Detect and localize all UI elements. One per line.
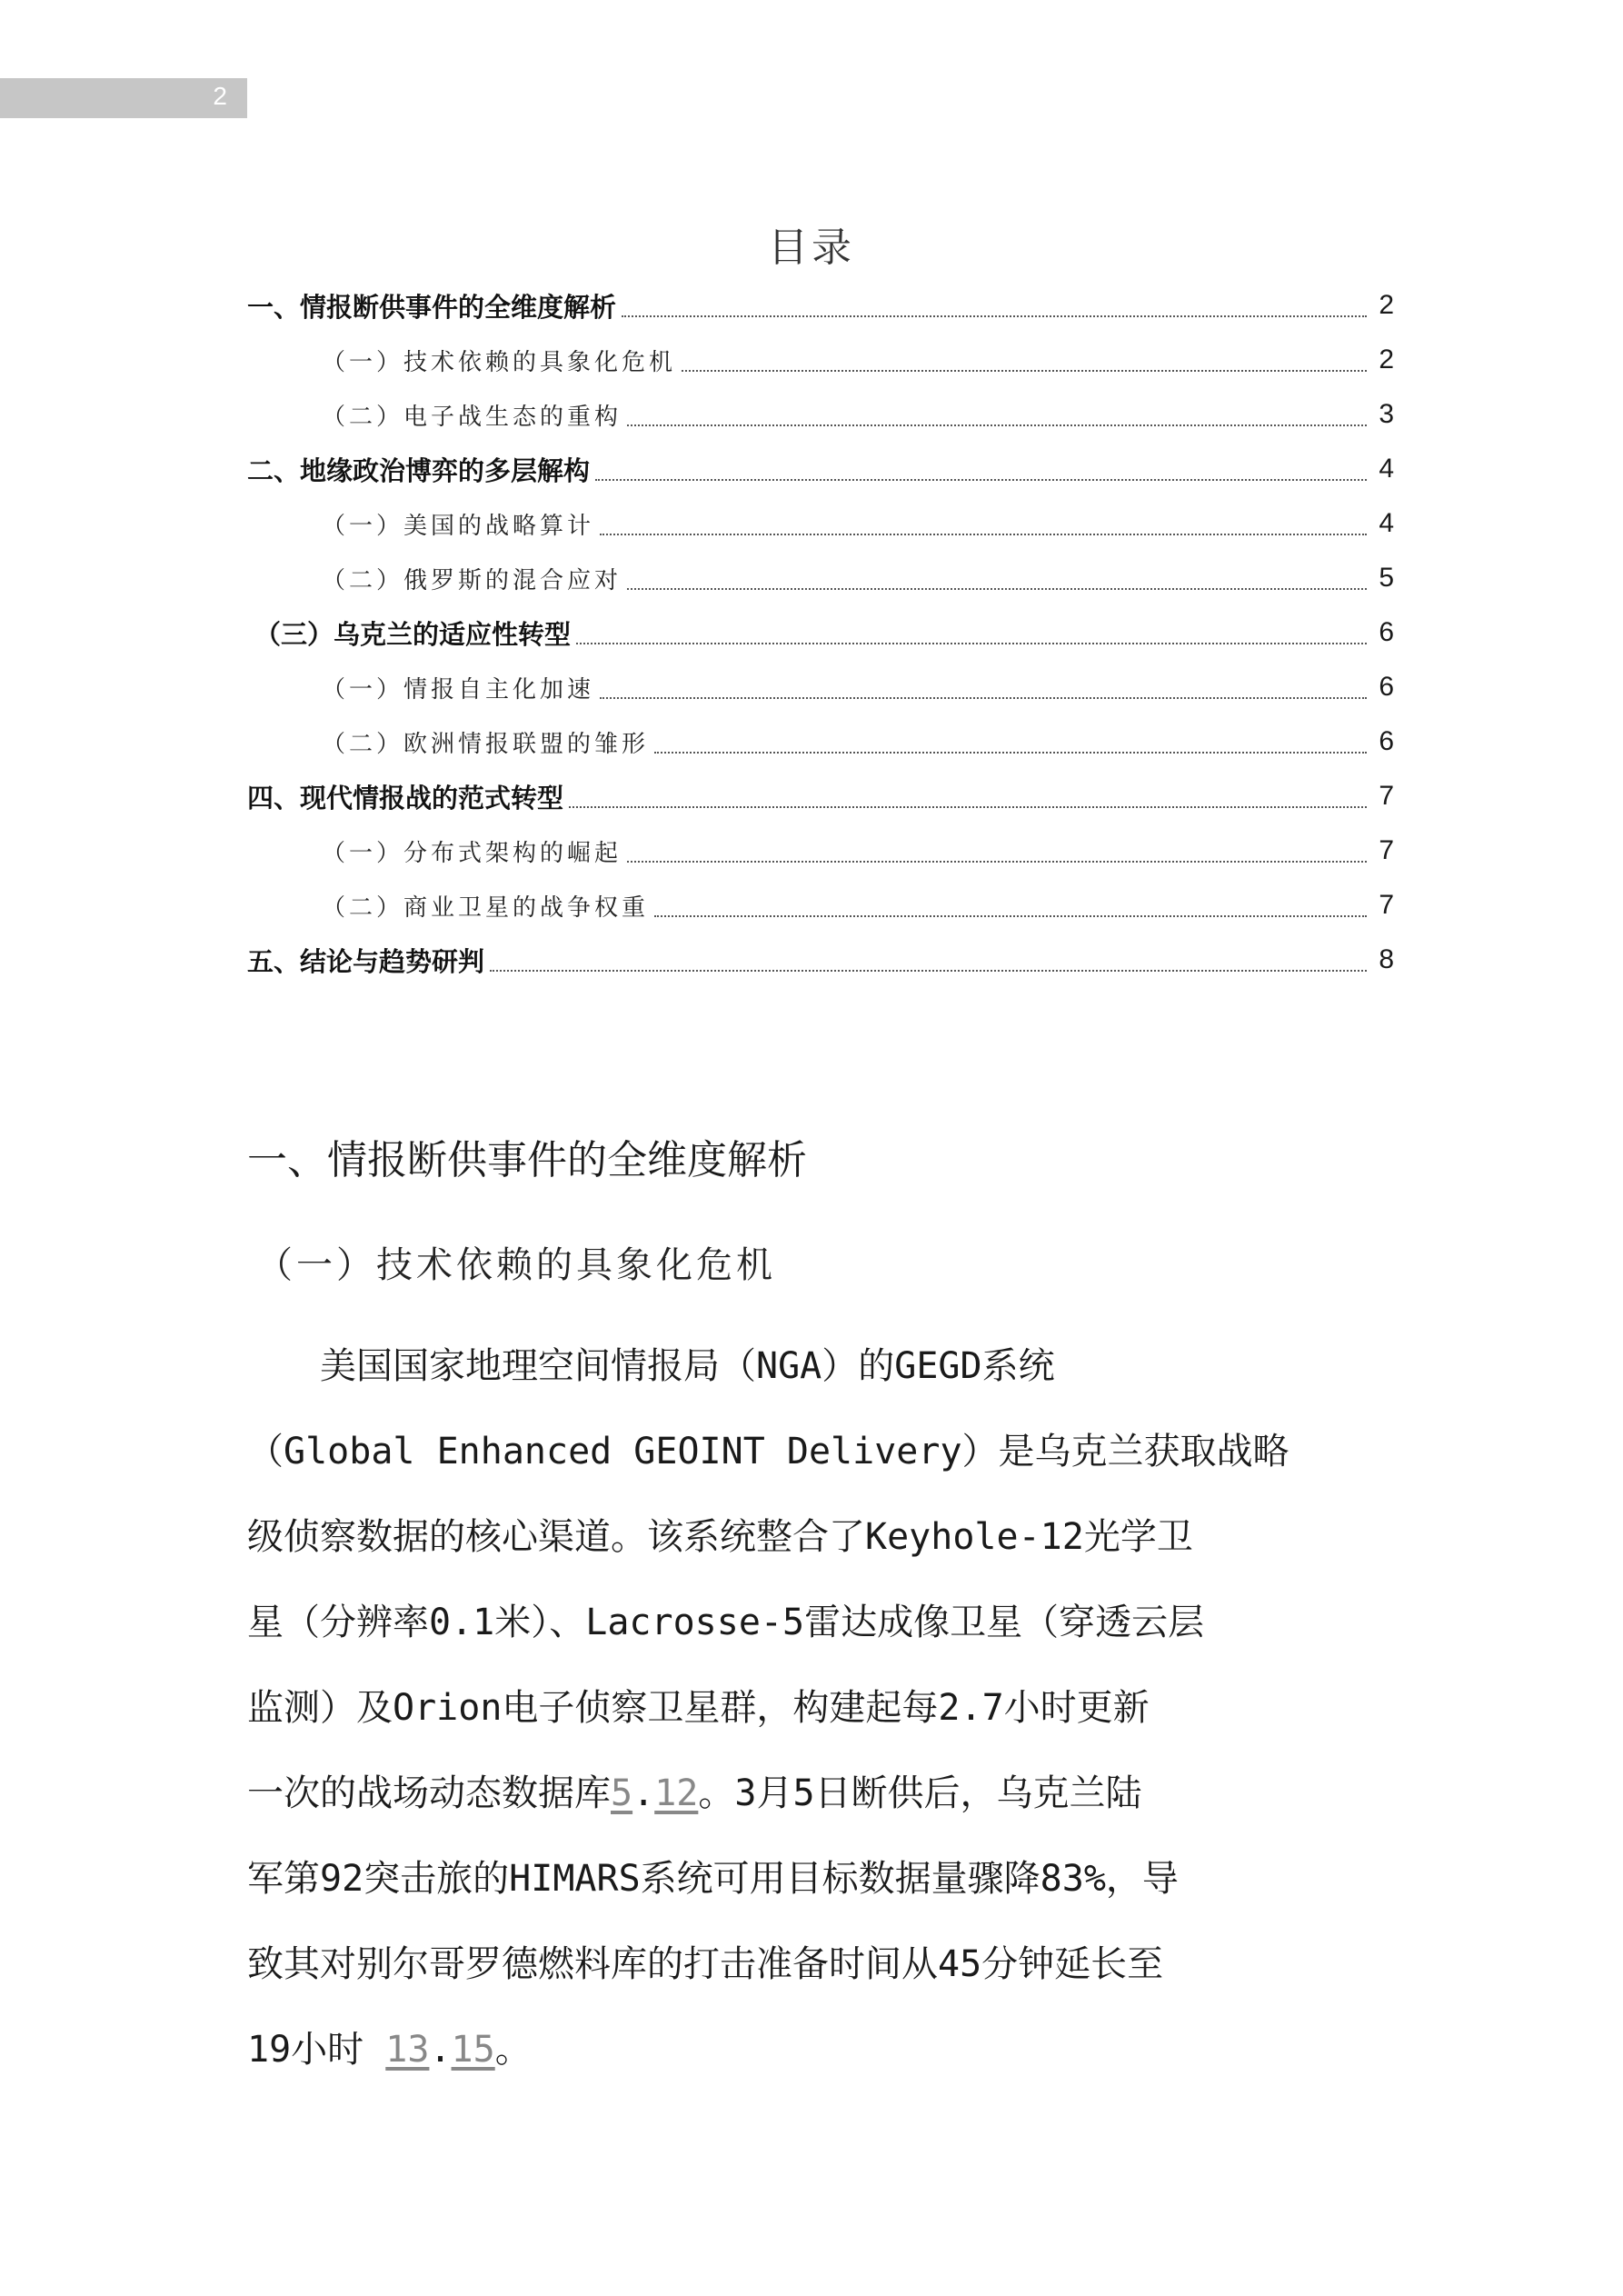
toc-entry-page: 6 [1379, 617, 1394, 647]
toc-entry-page: 5 [1379, 563, 1394, 593]
text-line [247, 2007, 1394, 2092]
text-segment: 。 [494, 2029, 532, 2071]
text-line [247, 1751, 1394, 1836]
toc-entry-page: 7 [1379, 781, 1394, 811]
toc-entry[interactable] [247, 605, 1394, 660]
subsection-heading: （一）技术依赖的具象化危机 [256, 1244, 776, 1286]
text-line: 星（分辨率0.1米）、Lacrosse-5雷达成像卫星（穿透云层 [247, 1602, 1205, 1643]
toc-entry-text: （一）技术依赖的具象化危机 [322, 348, 677, 376]
toc-entry[interactable] [247, 387, 1394, 442]
text-line: 美国国家地理空间情报局（NGA）的GEGD系统 [247, 1345, 1055, 1387]
toc-entry-text: （三）乌克兰的适应性转型 [254, 618, 572, 650]
citation-link[interactable]: 13 [385, 2029, 430, 2071]
toc-entry-text: 二、地缘政治博弈的多层解构 [247, 454, 591, 486]
toc-entry-page: 3 [1379, 399, 1394, 429]
toc-entry-text: （二）欧洲情报联盟的雏形 [322, 730, 650, 758]
toc-entry-text: （一）分布式架构的崛起 [322, 839, 622, 867]
toc-entry[interactable] [247, 933, 1394, 987]
text-line: 级侦察数据的核心渠道。该系统整合了Keyhole-12光学卫 [247, 1516, 1193, 1558]
section-heading: 一、情报断供事件的全维度解析 [247, 1137, 807, 1183]
toc-entry[interactable] [247, 496, 1394, 551]
toc-entry[interactable] [247, 769, 1394, 824]
toc-entry[interactable] [247, 551, 1394, 605]
toc-entry-page: 6 [1379, 672, 1394, 702]
toc-entry-page: 4 [1379, 508, 1394, 538]
page-number: 2 [213, 82, 227, 110]
text-segment: 19小时 [247, 2029, 364, 2071]
toc-entry-page: 4 [1379, 454, 1394, 484]
toc-entry-text: （二）电子战生态的重构 [322, 403, 622, 431]
toc-entry[interactable] [247, 714, 1394, 769]
citation-link[interactable]: 5 [611, 1772, 633, 1814]
toc-entry-page: 2 [1379, 344, 1394, 374]
toc-title: 目录 [768, 225, 855, 271]
text-line: 致其对别尔哥罗德燃料库的打击准备时间从45分钟延长至 [247, 1943, 1164, 1985]
toc-entry[interactable] [247, 278, 1394, 333]
text-segment: 一次的战场动态数据库 [247, 1772, 611, 1814]
toc-entry[interactable] [247, 333, 1394, 387]
toc-entry-page: 7 [1379, 835, 1394, 865]
text-line: （Global Enhanced GEOINT Delivery）是乌克兰获取战略 [247, 1431, 1289, 1472]
toc-entry-text: 四、现代情报战的范式转型 [247, 782, 564, 814]
toc-entry[interactable] [247, 878, 1394, 933]
body-text [247, 1323, 1394, 2092]
toc-entry-text: （二）俄罗斯的混合应对 [322, 566, 622, 594]
text-line: 监测）及Orion电子侦察卫星群，构建起每2.7小时更新 [247, 1687, 1150, 1729]
citation-link[interactable]: 12 [654, 1772, 699, 1814]
citation-separator: . [632, 1772, 655, 1814]
toc-entry[interactable] [247, 660, 1394, 714]
toc-entry-text: 一、情报断供事件的全维度解析 [247, 291, 617, 323]
text-segment: 。3月5日断供后，乌克兰陆 [698, 1772, 1142, 1814]
toc-entry-text: （一）美国的战略算计 [322, 512, 595, 540]
toc-entry[interactable] [247, 824, 1394, 878]
toc-entry-text: 五、结论与趋势研判 [247, 945, 485, 977]
text-line: 军第92突击旅的HIMARS系统可用目标数据量骤降83%，导 [247, 1858, 1179, 1900]
table-of-contents [247, 278, 1394, 987]
toc-entry-text: （二）商业卫星的战争权重 [322, 893, 650, 922]
toc-entry-page: 8 [1379, 944, 1394, 974]
toc-entry-page: 6 [1379, 726, 1394, 756]
citation-separator: . [429, 2029, 452, 2071]
page-number-tab [0, 78, 247, 118]
toc-entry-page: 2 [1379, 290, 1394, 320]
citation-link[interactable]: 15 [451, 2029, 495, 2071]
toc-entry[interactable] [247, 442, 1394, 496]
toc-entry-page: 7 [1379, 890, 1394, 920]
toc-entry-text: （一）情报自主化加速 [322, 675, 595, 704]
